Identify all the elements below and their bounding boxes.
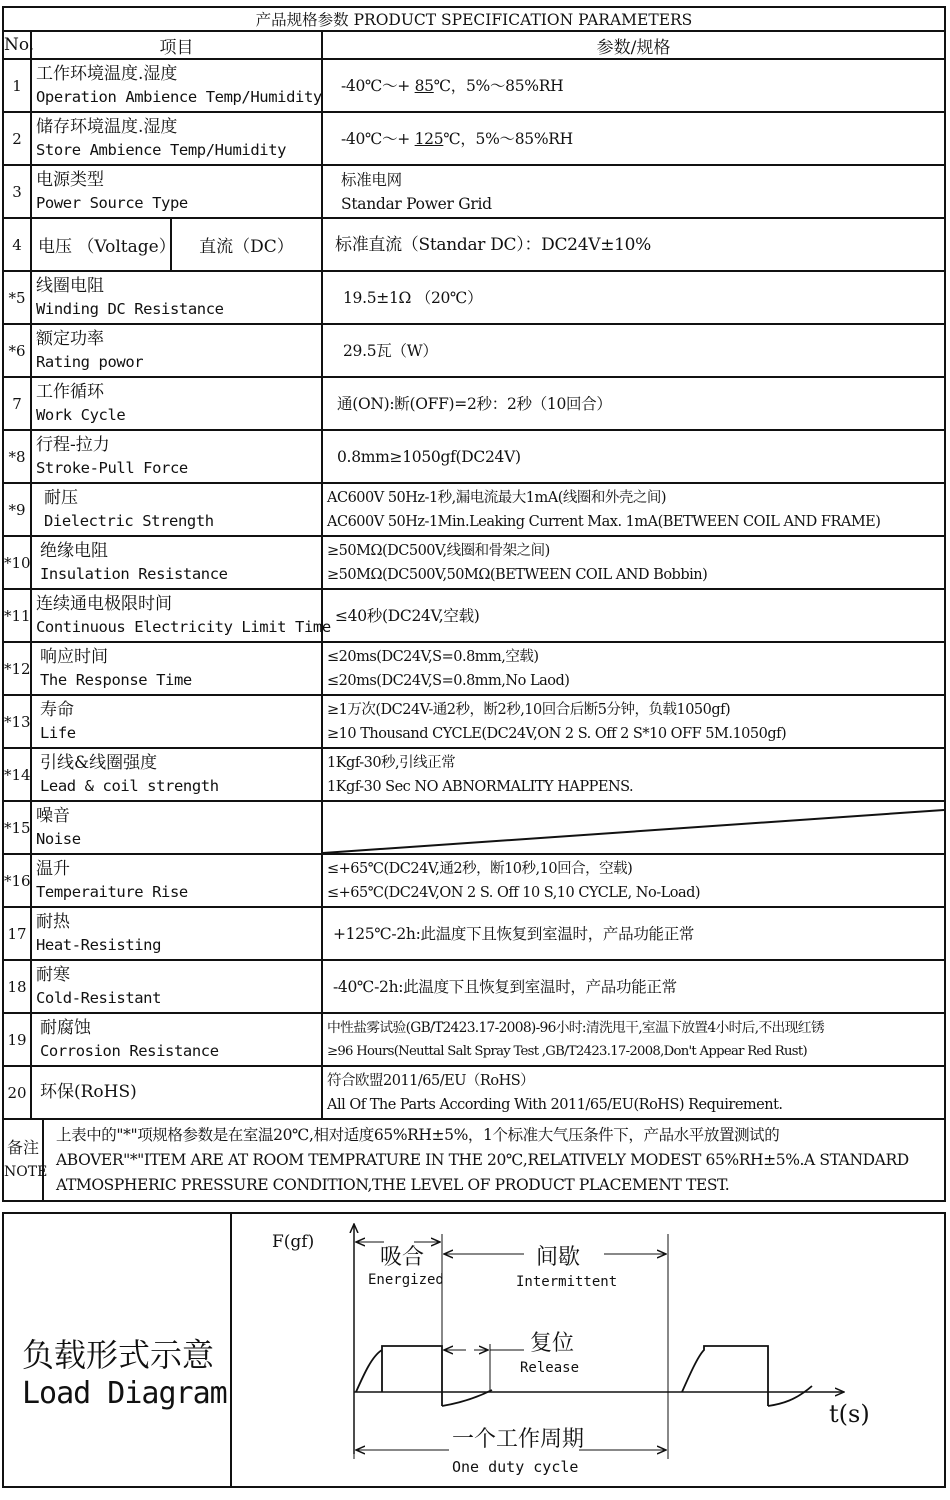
value-underlined: 125 <box>414 129 444 148</box>
value-line-1: 标准电网 <box>341 170 402 189</box>
table-row <box>3 1066 945 1119</box>
intermittent-label-en: Intermittent <box>516 1274 618 1290</box>
value-underlined: 85 <box>414 76 434 95</box>
item-en: The Response Time <box>40 671 192 689</box>
intermittent-label-zh: 间歇 <box>536 1245 581 1270</box>
note-table <box>2 1118 946 1202</box>
item-zh: 储存环境温度.湿度 <box>36 117 178 137</box>
table-row <box>3 324 945 377</box>
item-en: Corrosion Resistance <box>40 1042 219 1060</box>
item-en: Store Ambience Temp/Humidity <box>36 141 287 159</box>
row-no: 19 <box>3 1013 31 1066</box>
item-en: Operation Ambience Temp/Humidity <box>36 88 322 106</box>
value-line-2: ≥50MΩ(DC500V,50MΩ(BETWEEN COIL AND Bobbin) <box>327 566 708 583</box>
item-en: Rating powor <box>36 353 144 371</box>
item-zh: 额定功率 <box>36 329 104 349</box>
value-suffix: ℃，5%～85%RH <box>443 129 573 148</box>
load-title-en: Load Diagram <box>22 1376 227 1411</box>
note-line-2: ABOVER"*"ITEM ARE AT ROOM TEMPRATURE IN THE 20℃,RELATIVELY MODEST 65%RH±5%.A STANDARD <box>56 1150 909 1169</box>
table-row <box>3 1013 945 1066</box>
table-row <box>3 642 945 695</box>
table-row <box>3 165 945 218</box>
item-en: Heat-Resisting <box>36 936 162 954</box>
row-no: *8 <box>3 430 31 483</box>
value-line-1: 1Kgf-30秒,引线正常 <box>327 754 456 771</box>
item-zh: 耐压 <box>44 488 78 508</box>
item-en: Noise <box>36 830 81 848</box>
value-line-1: 19.5±1Ω （20℃） <box>343 288 483 307</box>
waveform-diagram <box>234 1214 946 1486</box>
note-label-en: NOTE <box>4 1164 48 1180</box>
energized-label-en: Energized <box>368 1272 444 1288</box>
item-zh: 工作循环 <box>36 382 104 402</box>
row-no: *6 <box>3 324 31 377</box>
value-line-2: ≥96 Hours(Neuttal Salt Spray Test ,GB/T2423.17-2008,Don't Appear Red Rust) <box>327 1043 807 1059</box>
value-suffix: ℃，5%～85%RH <box>433 76 564 95</box>
table-row <box>3 59 945 112</box>
row-no: 4 <box>3 218 31 271</box>
row-no: 17 <box>3 907 31 960</box>
row-no: 2 <box>3 112 31 165</box>
item-en: Cold-Resistant <box>36 989 162 1007</box>
load-diagram <box>234 1214 946 1486</box>
value-line-1: ≤20ms(DC24V,S=0.8mm,空载) <box>327 648 539 665</box>
row-no: 20 <box>3 1066 31 1119</box>
item-zh: 引线&线圈强度 <box>40 753 158 773</box>
row-no: *16 <box>3 854 31 907</box>
value-line-2: AC600V 50Hz-1Min.Leaking Current Max. 1mA(BETWEEN COIL AND FRAME) <box>327 513 881 530</box>
voltage-label: 电压 （Voltage） <box>32 219 172 270</box>
first-pulse <box>356 1346 442 1406</box>
item-zh: 线圈电阻 <box>36 276 104 296</box>
item-zh: 温升 <box>36 859 70 879</box>
note-label-zh: 备注 <box>6 1138 39 1157</box>
table-row <box>3 112 945 165</box>
value-line-2: ≤20ms(DC24V,S=0.8mm,No Laod) <box>327 672 570 689</box>
row-no: *15 <box>3 801 31 854</box>
spec-sheet <box>2 6 946 1202</box>
row-no: 7 <box>3 377 31 430</box>
row-no: *10 <box>3 536 31 589</box>
table-row <box>3 801 945 854</box>
item-en: Power Source Type <box>36 194 188 212</box>
value-line-2: 1Kgf-30 Sec NO ABNORMALITY HAPPENS. <box>327 778 634 795</box>
item-zh: 响应时间 <box>40 647 108 667</box>
table-row <box>3 536 945 589</box>
note-line-1: 上表中的"*"项规格参数是在室温20℃,相对适度65%RH±5%，1个标准大气压条件下，产品水平放置测试的 <box>56 1125 780 1144</box>
title-row <box>3 7 945 31</box>
table-row <box>3 483 945 536</box>
table-row <box>3 271 945 324</box>
table-row <box>3 377 945 430</box>
value-line-1: 符合欧盟2011/65/EU（RoHS） <box>327 1072 535 1089</box>
value-line-2: All Of The Parts According With 2011/65/EU(RoHS) Requirement. <box>327 1096 783 1113</box>
header-value: 参数/规格 <box>322 31 945 59</box>
value-prefix: -40℃～+ <box>341 76 415 95</box>
header-item: 项目 <box>31 31 322 59</box>
value-line-1: +125℃-2h:此温度下且恢复到室温时，产品功能正常 <box>333 924 695 943</box>
table-row <box>3 854 945 907</box>
row-no: *13 <box>3 695 31 748</box>
voltage-type: 直流（DC） <box>199 237 294 257</box>
item-zh: 工作环境温度.湿度 <box>36 64 178 84</box>
item-zh: 绝缘电阻 <box>40 541 108 561</box>
table-row <box>3 907 945 960</box>
item-zh: 耐热 <box>36 912 70 932</box>
item-zh: 行程-拉力 <box>36 435 110 455</box>
item-zh: 环保(RoHS) <box>40 1082 137 1102</box>
row-no: 1 <box>3 59 31 112</box>
value-line-1: ≤40秒(DC24V,空载) <box>335 606 480 625</box>
row-no: *12 <box>3 642 31 695</box>
row-no: *11 <box>3 589 31 642</box>
item-en: Dielectric Strength <box>44 512 214 530</box>
value-line-1: 29.5瓦（W） <box>343 341 438 360</box>
value-line-2: ≥10 Thousand CYCLE(DC24V,ON 2 S. Off 2 S*10 OFF 5M.1050gf) <box>327 725 787 742</box>
value-line-1: 标准直流（Standar DC）：DC24V±10% <box>335 234 652 255</box>
item-en: Work Cycle <box>36 406 126 424</box>
load-diagram-title-cell <box>4 1214 232 1486</box>
y-axis-label: F(gf) <box>272 1232 315 1252</box>
item-zh: 连续通电极限时间 <box>36 594 172 614</box>
x-axis-label: t(s) <box>829 1400 870 1428</box>
value-prefix: -40℃～+ <box>341 129 415 148</box>
row-no: *14 <box>3 748 31 801</box>
item-en: Temperaiture Rise <box>36 883 188 901</box>
value-line-1: 通(ON):断(OFF)=2秒：2秒（10回合） <box>337 394 612 413</box>
value-line-1: 0.8mm≥1050gf(DC24V) <box>337 447 521 466</box>
row-no: 18 <box>3 960 31 1013</box>
item-zh: 电源类型 <box>36 170 104 190</box>
table-row <box>3 960 945 1013</box>
header-no: No. <box>3 31 31 59</box>
item-zh: 噪音 <box>36 806 70 826</box>
value-line-2: ≤+65℃(DC24V,ON 2 S. Off 10 S,10 CYCLE, No-Load) <box>327 884 701 901</box>
item-zh: 寿命 <box>40 700 74 720</box>
value-line-1: ≥1万次(DC24V-通2秒，断2秒,10回合后断5分钟，负载1050gf) <box>327 701 731 718</box>
row-no: *5 <box>3 271 31 324</box>
table-row <box>3 748 945 801</box>
value-line-1: ≥50MΩ(DC500V,线圈和骨架之间) <box>327 542 550 559</box>
spec-table <box>2 6 946 1120</box>
cycle-label-en: One duty cycle <box>452 1458 579 1476</box>
release-label-en: Release <box>520 1360 580 1376</box>
value-line-2: Standar Power Grid <box>341 194 492 213</box>
row-no: *9 <box>3 483 31 536</box>
cycle-label-zh: 一个工作周期 <box>452 1427 585 1452</box>
value-line-1: 中性盐雾试验(GB/T2423.17-2008)-96小时:清洗甩干,室温下放置4小时后,不出现红锈 <box>327 1019 824 1036</box>
noise-empty-cell <box>322 801 945 854</box>
table-row <box>3 695 945 748</box>
load-title-zh: 负载形式示意 <box>22 1336 215 1374</box>
second-pulse <box>682 1346 768 1406</box>
value-line-1: AC600V 50Hz-1秒,漏电流最大1mA(线圈和外壳之间) <box>327 489 667 506</box>
energized-label-zh: 吸合 <box>380 1245 425 1270</box>
item-en: Life <box>40 724 76 742</box>
note-row <box>3 1119 945 1201</box>
header-row <box>3 31 945 59</box>
release-label-zh: 复位 <box>530 1331 575 1356</box>
table-row <box>3 430 945 483</box>
item-zh: 耐寒 <box>36 965 70 985</box>
row-no: 3 <box>3 165 31 218</box>
item-en: Winding DC Resistance <box>36 300 224 318</box>
value-line-1: -40℃-2h:此温度下且恢复到室温时，产品功能正常 <box>333 977 677 996</box>
note-line-3: ATMOSPHERIC PRESSURE CONDITION,THE LEVEL OF PRODUCT PLACEMENT TEST. <box>56 1175 730 1194</box>
item-zh: 耐腐蚀 <box>40 1018 91 1038</box>
item-en: Continuous Electricity Limit Time <box>36 618 331 636</box>
value-line-1: ≤+65℃(DC24V,通2秒，断10秒,10回合，空载) <box>327 860 633 877</box>
table-row <box>3 218 945 271</box>
table-title: 产品规格参数 PRODUCT SPECIFICATION PARAMETERS <box>3 7 945 31</box>
table-row <box>3 589 945 642</box>
item-en: Lead & coil strength <box>40 777 219 795</box>
load-diagram-section <box>2 1212 946 1488</box>
second-release-curve <box>768 1386 812 1406</box>
diagonal-strike-icon <box>323 802 944 853</box>
item-en: Insulation Resistance <box>40 565 228 583</box>
item-en: Stroke-Pull Force <box>36 459 188 477</box>
